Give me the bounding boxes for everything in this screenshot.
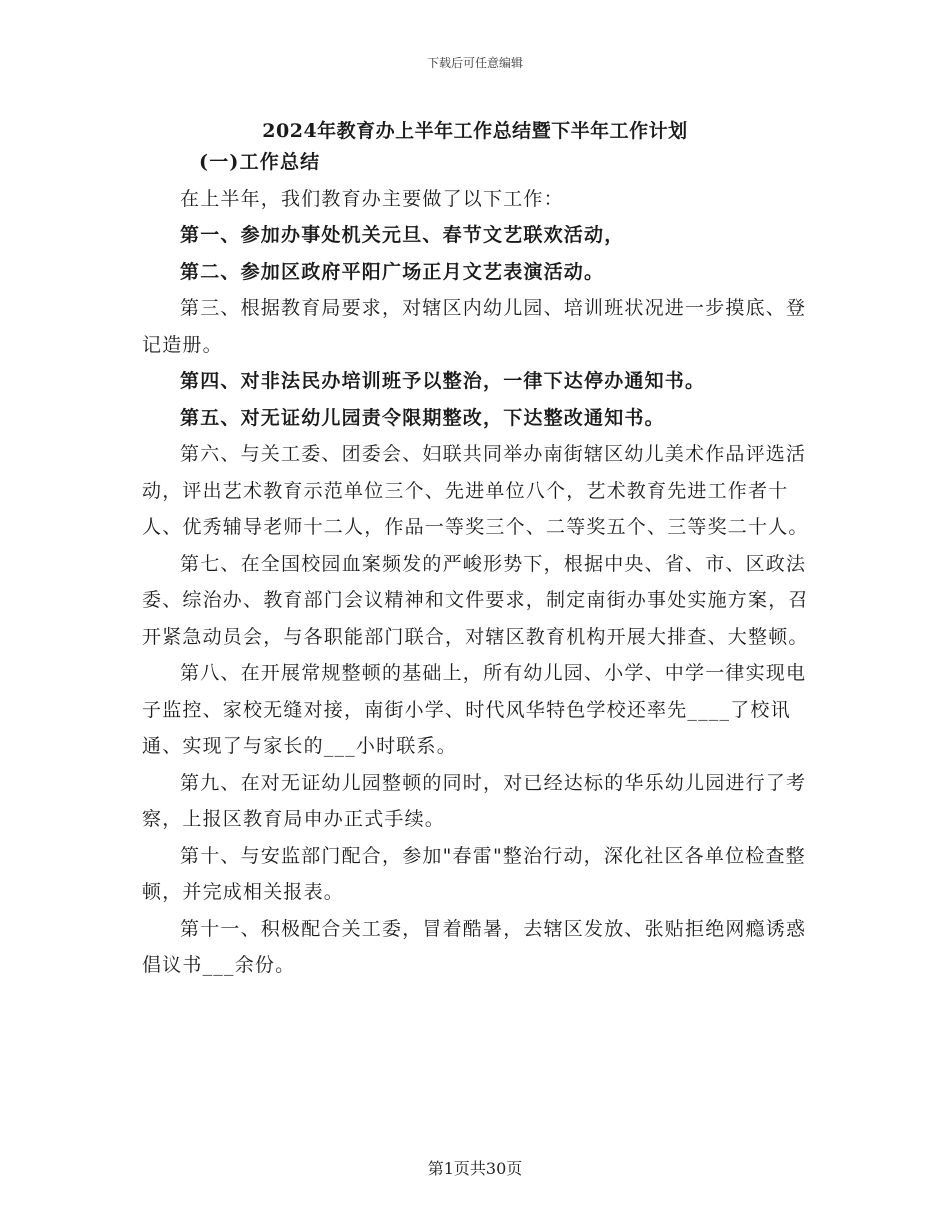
paragraph-item-9: 第九、在对无证幼儿园整顿的同时，对已经达标的华乐幼儿园进行了考察，上报区教育局申办正式手续。 — [142, 771, 807, 830]
section-heading: (一)工作总结 — [199, 151, 321, 173]
paragraph-item-7: 第七、在全国校园血案频发的严峻形势下，根据中央、省、市、区政法委、综治办、教育部门会议精神和文件要求，制定南街办事处实施方案，召开紧急动员会，与各职能部门联合，对辖区教育机构开展大排查、大整顿。 — [142, 552, 809, 648]
paragraph-item-6: 第六、与关工委、团委会、妇联共同举办南街辖区幼儿美术作品评选活动，评出艺术教育示范单位三个、先进单位八个，艺术教育先进工作者十人、优秀辅导老师十二人，作品一等奖三个、二等奖五个、三等奖二十人。 — [142, 443, 809, 538]
paragraph-item-1: 第一、参加办事处机关元旦、春节文艺联欢活动， — [180, 224, 625, 246]
paragraph-intro: 在上半年，我们教育办主要做了以下工作： — [180, 187, 564, 210]
page-header-note: 下载后可任意编辑 — [426, 56, 523, 70]
page-footer-indicator: 第1页共30页 — [427, 1159, 523, 1178]
document-body — [142, 144, 812, 984]
paragraph-item-8: 第八、在开展常规整顿的基础上，所有幼儿园、小学、中学一律实现电子监控、家校无缝对接，南街小学、时代风华特色学校还率先____了校讯通、实现了与家长的___小时联系。 — [142, 662, 807, 757]
paragraph-item-4: 第四、对非法民办培训班予以整治，一律下达停办通知书。 — [180, 370, 706, 392]
paragraph-item-10: 第十、与安监部门配合，参加"春雷"整治行动，深化社区各单位检查整顿，并完成相关报表。 — [142, 844, 806, 903]
paragraph-item-5: 第五、对无证幼儿园责令限期整改，下达整改通知书。 — [180, 406, 665, 429]
paragraph-item-11: 第十一、积极配合关工委，冒着酷暑，去辖区发放、张贴拒绝网瘾诱惑倡议书___余份。 — [142, 917, 807, 976]
document-title: 2024年教育办上半年工作总结暨下半年工作计划 — [262, 120, 688, 142]
paragraph-item-3: 第三、根据教育局要求，对辖区内幼儿园、培训班状况进一步摸底、登记造册。 — [142, 297, 807, 356]
paragraph-item-2: 第二、参加区政府平阳广场正月文艺表演活动。 — [180, 260, 605, 283]
